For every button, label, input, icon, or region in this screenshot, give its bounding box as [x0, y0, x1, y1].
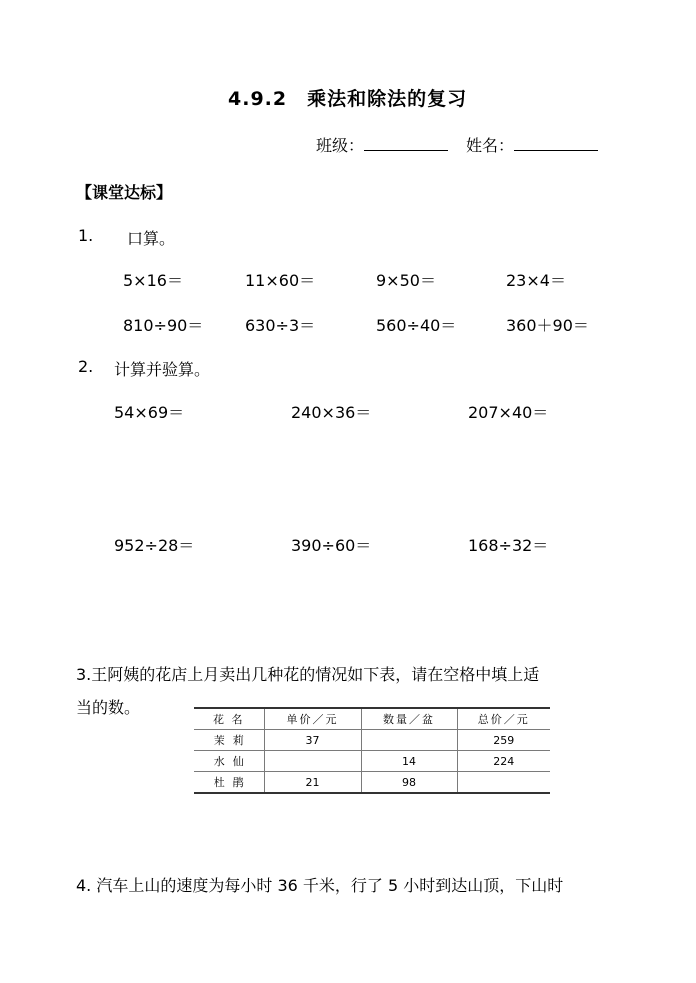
q4-text-line1: 4. 汽车上山的速度为每小时 36 千米，行了 5 小时到达山顶，下山时	[76, 876, 564, 895]
name-field	[466, 133, 598, 156]
q2-title: 计算并验算。	[114, 360, 211, 379]
table-cell: 杜鹃	[194, 772, 264, 794]
table-cell: 14	[361, 751, 457, 772]
q1-expression: 560÷40＝	[376, 316, 457, 335]
class-blank[interactable]	[364, 136, 448, 151]
table-row	[194, 730, 550, 751]
q2-number: 2.	[78, 357, 94, 376]
name-label: 姓名：	[466, 136, 515, 155]
class-label: 班级：	[316, 136, 365, 155]
table-cell-blank[interactable]	[264, 751, 361, 772]
table-cell: 水仙	[194, 751, 264, 772]
q1-number: 1.	[78, 226, 94, 245]
table-row	[194, 751, 550, 772]
q1-expression: 11×60＝	[245, 271, 316, 290]
q1-title: 口算。	[127, 229, 176, 248]
page-title: 4.9.2 乘法和除法的复习	[228, 88, 468, 110]
name-blank[interactable]	[514, 136, 598, 151]
q2-expression: 54×69＝	[114, 403, 185, 422]
section-label: 【课堂达标】	[76, 183, 173, 202]
q2-expression: 240×36＝	[291, 403, 372, 422]
table-cell: 21	[264, 772, 361, 794]
flower-sales-table	[194, 707, 550, 794]
table-cell: 259	[457, 730, 550, 751]
q3-text-line2: 当的数。	[76, 698, 141, 717]
q2-expression: 207×40＝	[468, 403, 549, 422]
q2-expression: 168÷32＝	[468, 536, 549, 555]
q1-expression: 810÷90＝	[123, 316, 204, 335]
table-cell: 224	[457, 751, 550, 772]
table-header-cell: 数量／盆	[361, 708, 457, 730]
table-header-cell: 总价／元	[457, 708, 550, 730]
table-header-cell: 单价／元	[264, 708, 361, 730]
table-cell: 98	[361, 772, 457, 794]
table-row	[194, 772, 550, 794]
table-cell: 37	[264, 730, 361, 751]
q1-expression: 360＋90＝	[506, 316, 589, 335]
table-cell-blank[interactable]	[457, 772, 550, 794]
q1-expression: 23×4＝	[506, 271, 566, 290]
table-header-cell: 花 名	[194, 708, 264, 730]
q1-expression: 630÷3＝	[245, 316, 316, 335]
q1-expression: 5×16＝	[123, 271, 183, 290]
class-field	[316, 133, 448, 156]
table-cell-blank[interactable]	[361, 730, 457, 751]
q1-expression: 9×50＝	[376, 271, 436, 290]
q2-expression: 390÷60＝	[291, 536, 372, 555]
table-header-row	[194, 708, 550, 730]
q3-text-line1: 3.王阿姨的花店上月卖出几种花的情况如下表，请在空格中填上适	[76, 665, 540, 684]
q2-expression: 952÷28＝	[114, 536, 195, 555]
table-cell: 茉莉	[194, 730, 264, 751]
